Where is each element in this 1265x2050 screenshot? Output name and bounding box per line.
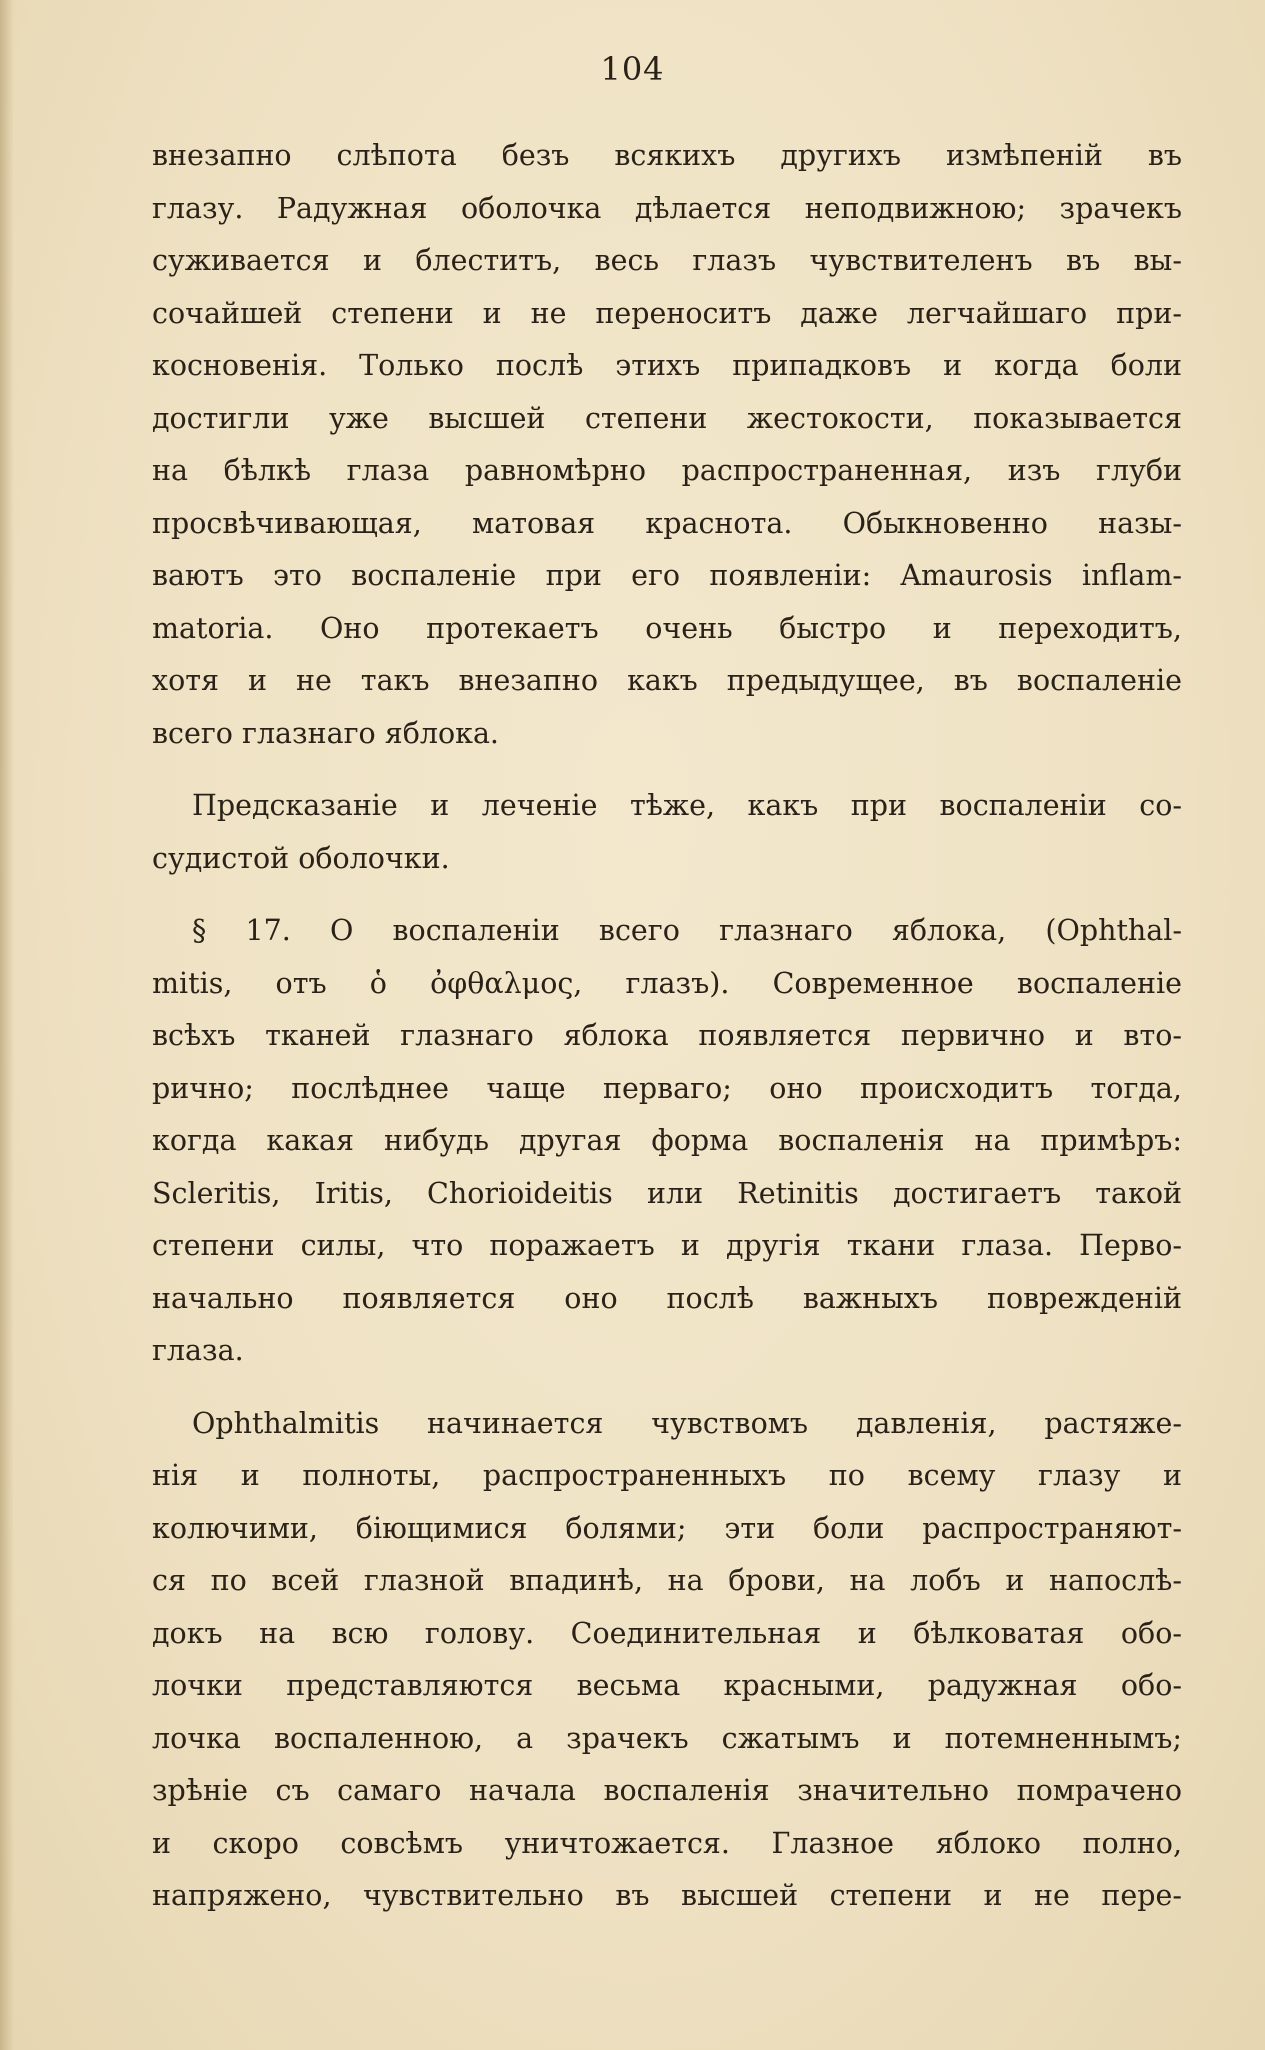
text-line: matoria. Оно протекаетъ очень быстро и переходитъ, [152, 611, 1182, 645]
text-line: судистой оболочки. [152, 841, 450, 875]
text-line: зрѣніе съ самаго начала воспаленія значительно помрачено [152, 1774, 1182, 1807]
page-edge-shadow [0, 0, 14, 2050]
text-line: нія и полноты, распространенныхъ по всему глазу и [152, 1459, 1182, 1492]
paragraph-gap [152, 885, 1182, 905]
text-line: Ophthalmitis начинается чувствомъ давленія, растяже- [192, 1406, 1182, 1440]
text-line: докъ на всю голову. Соединительная и бѣлковатая обо- [152, 1616, 1182, 1650]
text-line: просвѣчивающая, матовая краснота. Обыкновенно назы- [152, 506, 1182, 540]
text-line: напряжено, чувствительно въ высшей степени и не пере- [152, 1879, 1182, 1912]
text-line: и скоро совсѣмъ уничтожается. Глазное яблоко полно, [152, 1826, 1182, 1860]
text-line: mitis, отъ ὁ ὀφθαλμος, глазъ). Современное воспаленіе [152, 966, 1182, 1000]
text-line: ваютъ это воспаленіе при его появленіи: Amaurosis inflam- [152, 559, 1182, 592]
text-line: ся по всей глазной впадинѣ, на брови, на лобъ и напослѣ- [152, 1564, 1182, 1597]
section-heading-line: § 17. О воспаленіи всего глазнаго яблока, (Ophthal- [192, 914, 1182, 947]
paragraph-4 [152, 1398, 1182, 1923]
text-line: лочки представляются весьма красными, радужная обо- [152, 1669, 1182, 1702]
text-line: всѣхъ тканей глазнаго яблока появляется первично и вто- [152, 1019, 1182, 1052]
text-line: косновенія. Только послѣ этихъ припадковъ и когда боли [152, 349, 1182, 382]
page-number: 104 [600, 50, 665, 88]
text-line: начально появляется оно послѣ важныхъ поврежденій [152, 1281, 1182, 1315]
paragraph-2 [152, 780, 1182, 885]
page-body [152, 130, 1182, 1923]
text-line: степени силы, что поражаетъ и другія ткани глаза. Перво- [152, 1229, 1182, 1262]
text-line: на бѣлкѣ глаза равномѣрно распространенная, изъ глуби [152, 454, 1182, 487]
text-line: Предсказаніе и леченіе тѣже, какъ при воспаленіи со- [192, 789, 1182, 822]
text-line: сочайшей степени и не переноситъ даже легчайшаго при- [152, 296, 1182, 330]
text-line: глазу. Радужная оболочка дѣлается неподвижною; зрачекъ [152, 191, 1182, 225]
text-line: глаза. [152, 1334, 244, 1367]
text-line: всего глазнаго яблока. [152, 716, 499, 750]
text-line: достигли уже высшей степени жестокости, показывается [152, 401, 1182, 435]
paragraph-1 [152, 130, 1182, 760]
paragraph-gap [152, 760, 1182, 780]
text-line: рично; послѣднее чаще перваго; оно происходитъ тогда, [152, 1071, 1182, 1105]
text-line: Scleritis, Iritis, Chorioideitis или Retinitis достигаетъ такой [152, 1176, 1182, 1210]
text-line: колючими, біющимися болями; эти боли распространяют- [152, 1511, 1182, 1545]
text-line: внезапно слѣпота безъ всякихъ другихъ измѣпеній въ [152, 139, 1182, 172]
text-line: суживается и блеститъ, весь глазъ чувствителенъ въ вы- [152, 244, 1182, 277]
text-line: когда какая нибудь другая форма воспаленія на примѣръ: [152, 1124, 1182, 1157]
section-17-paragraph [152, 905, 1182, 1378]
paragraph-gap [152, 1378, 1182, 1398]
text-line: хотя и не такъ внезапно какъ предыдущее, въ воспаленіе [152, 664, 1182, 697]
text-line: лочка воспаленною, а зрачекъ сжатымъ и потемненнымъ; [152, 1721, 1182, 1755]
